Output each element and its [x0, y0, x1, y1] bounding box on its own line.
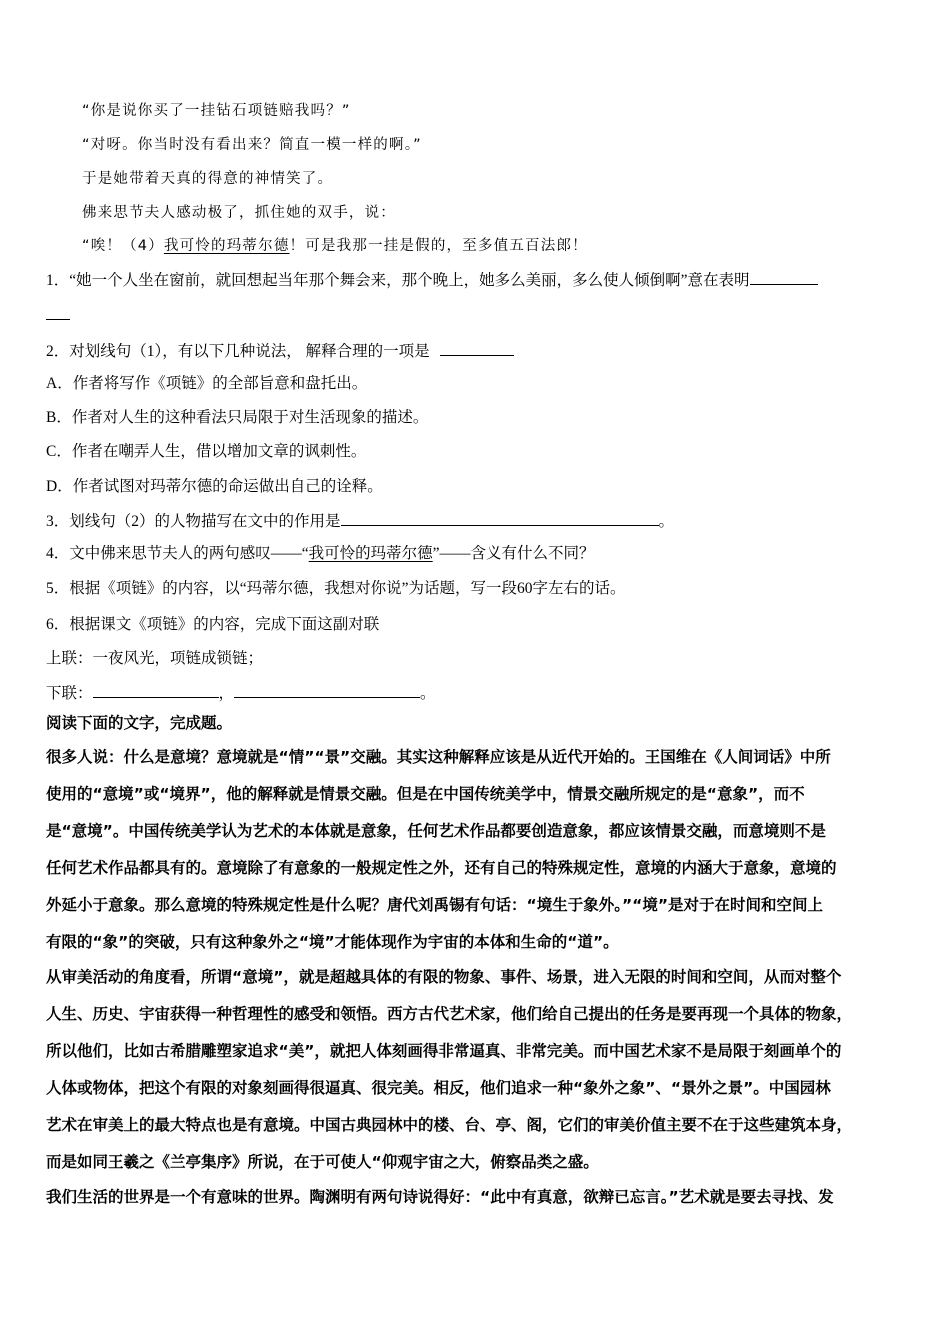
- question-1-continuation: [46, 306, 70, 324]
- couplet-separator: ，: [218, 685, 235, 702]
- reading-heading: 阅读下面的文字，完成题。: [46, 714, 233, 732]
- couplet-lower: [46, 684, 436, 702]
- passage-line: 使用的“意境”或“境界”，他的解释就是情景交融。但是在中国传统美学中，情景交融所规定的是“意象”，而不: [46, 785, 805, 803]
- passage-line: 从审美活动的角度看，所谓“意境”，就是超越具体的有限的物象、事件、场景，进入无限的时间和空间，从而对整个: [46, 968, 842, 986]
- question-3: [46, 512, 674, 530]
- couplet-blank-1[interactable]: [93, 684, 219, 698]
- couplet-end: 。: [420, 685, 436, 702]
- couplet-upper: 上联：一夜风光，项链成锁链；: [46, 650, 264, 667]
- passage-line: 而是如同王羲之《兰亭集序》所说，在于可使人“仰观宇宙之大，俯察品类之盛。: [46, 1153, 599, 1171]
- dialogue-line-3: 于是她带着天真的得意的神情笑了。: [82, 171, 334, 187]
- underlined-sentence-4: 我可怜的玛蒂尔德: [163, 238, 290, 254]
- couplet-lower-label: 下联：: [46, 685, 93, 702]
- passage-line: 是“意境”。中国传统美学认为艺术的本体就是意象，任何艺术作品都要创造意象，都应该情景交融，而意境则不是: [46, 822, 826, 840]
- passage-line: 很多人说：什么是意境？意境就是“情”“景”交融。其实这种解释应该是从近代开始的。王国维在《人间词话》中所: [46, 748, 831, 766]
- question-4-underlined: 我可怜的玛蒂尔德: [308, 545, 433, 562]
- passage-line: 艺术在审美上的最大特点也是有意境。中国古典园林中的楼、台、亭、阁，它们的审美价值主要不在于这些建筑本身，: [46, 1116, 853, 1134]
- dialogue-line-4: 佛来思节夫人感动极了，抓住她的双手，说：: [82, 205, 396, 221]
- dialogue-line-1: “你是说你买了一挂钻石项链赔我吗？”: [82, 103, 351, 119]
- question-4: [46, 546, 595, 562]
- option-a[interactable]: A．作者将写作《项链》的全部旨意和盘托出。: [46, 375, 368, 392]
- question-5: 5．根据《项链》的内容，以“玛蒂尔德，我想对你说”为话题，写一段60字左右的话。: [46, 580, 626, 597]
- question-3-text: 3．划线句（2）的人物描写在文中的作用是: [46, 513, 341, 530]
- answer-blank-2[interactable]: [440, 342, 514, 356]
- couplet-blank-2[interactable]: [234, 684, 420, 698]
- dialogue-line-5-end: ！可是我那一挂是假的，至多值五百法郎！: [289, 238, 588, 254]
- passage-line: 人体或物体，把这个有限的对象刻画得很逼真、很完美。相反，他们追求一种“象外之象”、“景外之景”。中国园林: [46, 1079, 831, 1097]
- option-b[interactable]: B．作者对人生的这种看法只局限于对生活现象的描述。: [46, 409, 429, 426]
- passage-line: 任何艺术作品都具有的。意境除了有意象的一般规定性之外，还有自己的特殊规定性，意境的内涵大于意象，意境的: [46, 859, 837, 877]
- answer-blank-3[interactable]: [341, 512, 659, 526]
- question-6: 6．根据课文《项链》的内容，完成下面这副对联: [46, 616, 380, 633]
- passage-line: 人生、历史、宇宙获得一种哲理性的感受和领悟。西方古代艺术家，他们给自己提出的任务是要再现一个具体的物象，: [46, 1005, 853, 1023]
- dialogue-line-5: [82, 239, 588, 254]
- option-c[interactable]: C．作者在嘲弄人生，借以增加文章的讽刺性。: [46, 443, 367, 460]
- question-2: [46, 342, 514, 360]
- question-3-end: 。: [658, 513, 675, 530]
- question-2-text: 2．对划线句（1），有以下几种说法， 解释合理的一项是: [46, 343, 430, 360]
- passage-line: 我们生活的世界是一个有意味的世界。陶渊明有两句诗说得好：“此中有真意，欲辩已忘言。”艺术就是要去寻找、发: [46, 1188, 834, 1206]
- question-4-start: 4．文中佛来思节夫人的两句感叹——“: [46, 545, 309, 562]
- option-d[interactable]: D．作者试图对玛蒂尔德的命运做出自己的诠释。: [46, 478, 383, 495]
- question-1-text: 1．“她一个人坐在窗前，就回想起当年那个舞会来，那个晚上，她多么美丽，多么使人倾倒啊”意在表明: [46, 272, 750, 289]
- question-1: [46, 271, 818, 289]
- passage-line: 外延小于意象。那么意境的特殊规定性是什么呢？唐代刘禹锡有句话：“境生于象外。”“境”是对于在时间和空间上: [46, 896, 824, 914]
- passage-line: 所以他们，比如古希腊雕塑家追求“美”，就把人体刻画得非常逼真、非常完美。而中国艺术家不是局限于刻画单个的: [46, 1042, 842, 1060]
- question-4-end: ”——含义有什么不同？: [432, 545, 595, 562]
- answer-blank-1-cont[interactable]: [46, 306, 70, 320]
- dialogue-line-2: “对呀。你当时没有看出来？简直一模一样的啊。”: [82, 137, 422, 153]
- dialogue-line-5-start: “唉！（4）: [82, 238, 164, 254]
- answer-blank-1[interactable]: [750, 271, 818, 285]
- passage-line: 有限的“象”的突破，只有这种象外之“境”才能体现作为宇宙的本体和生命的“道”。: [46, 933, 619, 951]
